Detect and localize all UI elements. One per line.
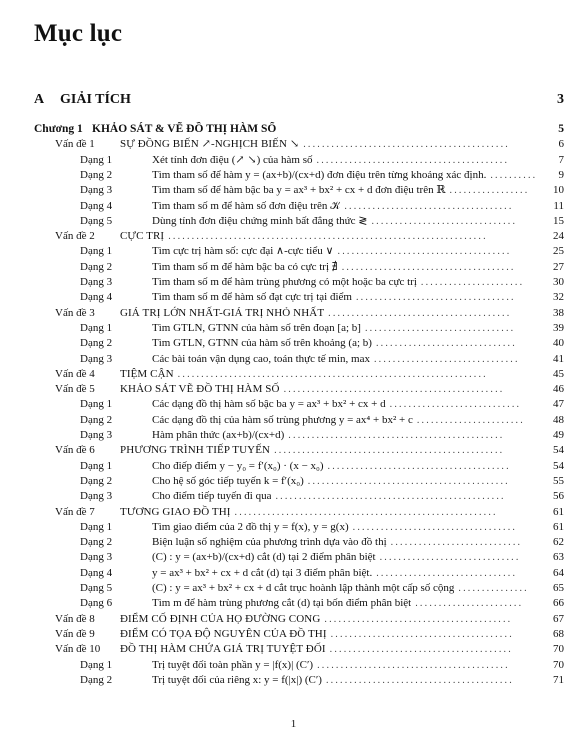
toc-subtopic[interactable] xyxy=(0,596,587,611)
toc-label: Dạng 1 xyxy=(80,459,113,472)
toc-label: Dạng 2 xyxy=(80,474,113,487)
toc-text: Tìm giao điểm của 2 đồ thị y = f(x), y = g(x) xyxy=(152,520,349,533)
toc-label: Chương 1 xyxy=(34,123,83,135)
toc-text: Tìm GTLN, GTNN của hàm số trên đoạn [a; b] xyxy=(152,321,361,334)
toc-text: Tìm tham số để hàm y = (ax+b)/(cx+d) đơn điệu trên từng khoảng xác định. xyxy=(152,168,487,181)
toc-subtopic[interactable] xyxy=(0,168,587,183)
toc-page: 70 xyxy=(553,643,564,656)
toc-text: PHƯƠNG TRÌNH TIẾP TUYẾN xyxy=(120,444,271,457)
toc-subtopic[interactable] xyxy=(0,290,587,305)
toc-topic[interactable] xyxy=(0,367,587,382)
toc-label: Vấn đề 2 xyxy=(55,230,95,243)
toc-page: 67 xyxy=(553,612,564,625)
toc-label: Dạng 2 xyxy=(80,413,113,426)
toc-label: Dạng 2 xyxy=(80,168,113,181)
toc-page: 64 xyxy=(553,566,564,579)
toc-label: Dạng 3 xyxy=(80,429,113,441)
toc-topic[interactable] xyxy=(0,443,587,458)
toc-subtopic[interactable] xyxy=(0,673,587,688)
toc-label: Vấn đề 8 xyxy=(55,612,95,625)
toc-label: Dạng 4 xyxy=(80,566,113,579)
toc-title: Mục lục xyxy=(34,20,123,47)
toc-leader-dots: .......... xyxy=(490,169,538,181)
toc-text: Cho hệ số góc tiếp tuyến k = f′(x₀) xyxy=(152,474,304,487)
toc-label: Dạng 3 xyxy=(80,490,113,503)
toc-page: 27 xyxy=(553,260,564,273)
toc-leader-dots: .............................. xyxy=(376,567,518,579)
toc-subtopic[interactable] xyxy=(0,428,587,443)
toc-label: Vấn đề 1 xyxy=(55,138,95,151)
toc-leader-dots: .............................. xyxy=(375,338,517,350)
toc-leader-dots: ............................ xyxy=(390,537,523,549)
toc-label: Vấn đề 10 xyxy=(55,643,101,656)
toc-label: Dạng 3 xyxy=(80,352,113,365)
toc-text: y = ax³ + bx² + cx + d cắt (d) tại 3 điểm phân biệt. xyxy=(152,566,373,579)
toc-label: Dạng 6 xyxy=(80,597,113,610)
toc-page: 61 xyxy=(553,520,564,533)
toc-page: 41 xyxy=(553,352,564,365)
toc-leader-dots: .............................. xyxy=(379,552,521,564)
toc-label: Dạng 5 xyxy=(80,214,113,227)
toc-text: SỰ ĐỒNG BIẾN ↗-NGHỊCH BIẾN ↘ xyxy=(120,138,300,151)
toc-leader-dots: ....................................... xyxy=(327,460,511,472)
toc-page: 7 xyxy=(558,153,564,166)
part-name: GIẢI TÍCH xyxy=(60,92,131,107)
toc-text: Trị tuyệt đối toàn phần y = |f(x)| (C′) xyxy=(152,658,314,671)
toc-page: 61 xyxy=(553,505,564,518)
toc-label: Vấn đề 5 xyxy=(55,383,95,396)
toc-page: 45 xyxy=(553,367,564,380)
toc-text: Hàm phân thức (ax+b)/(cx+d) xyxy=(152,429,285,441)
toc-subtopic[interactable] xyxy=(0,336,587,351)
toc-text: TƯƠNG GIAO ĐỒ THỊ xyxy=(120,505,231,518)
toc-label: Dạng 1 xyxy=(80,321,113,334)
toc-label: Dạng 2 xyxy=(80,260,113,273)
toc-page: 24 xyxy=(553,230,564,243)
toc-text: Dùng tính đơn điệu chứng minh bất đẳng thức ≷ xyxy=(152,214,368,227)
toc-subtopic[interactable] xyxy=(0,397,587,412)
toc-label: Vấn đề 4 xyxy=(55,367,95,380)
toc-subtopic[interactable] xyxy=(0,244,587,259)
toc-page: 10 xyxy=(553,184,564,197)
toc-page: 65 xyxy=(553,582,564,594)
toc-page: 6 xyxy=(558,138,564,151)
toc-page: 70 xyxy=(553,658,564,671)
toc-leader-dots: ........................................ xyxy=(324,613,513,625)
toc-page: 11 xyxy=(553,199,564,212)
toc-text: (C) : y = ax³ + bx² + cx + d cắt trục hoành lập thành một cấp số cộng xyxy=(152,582,455,594)
toc-subtopic[interactable] xyxy=(0,535,587,550)
toc-leader-dots: ........................................................ xyxy=(234,506,498,518)
toc-text: Tìm m để hàm trùng phương cắt (d) tại bốn điểm phân biệt xyxy=(152,597,412,610)
toc-subtopic[interactable] xyxy=(0,275,587,290)
toc-leader-dots: ............................... xyxy=(373,353,520,365)
toc-leader-dots: ....................................... xyxy=(328,307,512,319)
toc-label: Dạng 1 xyxy=(80,245,113,258)
toc-text: Các dạng đồ thị hàm số bậc ba y = ax³ + bx² + cx + d xyxy=(152,398,386,411)
toc-subtopic[interactable] xyxy=(0,199,587,214)
toc-page: 62 xyxy=(553,536,564,549)
toc-leader-dots: ......................................... xyxy=(317,659,510,671)
toc-text: KHẢO SÁT VẼ ĐỒ THỊ HÀM SỐ xyxy=(120,383,280,396)
toc-text: (C) : y = (ax+b)/(cx+d) cắt (d) tại 2 điểm phân biệt xyxy=(152,551,376,564)
toc-subtopic[interactable] xyxy=(0,153,587,168)
toc-leader-dots: ................. xyxy=(449,185,530,197)
toc-text: TIỆM CẬN xyxy=(120,367,174,380)
toc-text: Tìm tham số m để hàm trùng phương có một hoặc ba cực trị xyxy=(152,276,417,288)
toc-text: Cho điếp điểm y − y₀ = f′(x₀) · (x − x₀) xyxy=(152,459,324,472)
toc-topic[interactable] xyxy=(0,306,587,321)
toc-leader-dots: .................................................................... xyxy=(168,231,488,243)
toc-page: 40 xyxy=(553,337,564,350)
toc-page: 71 xyxy=(553,673,564,686)
toc-leader-dots: ................................................. xyxy=(274,445,505,457)
toc-subtopic[interactable] xyxy=(0,581,587,596)
toc-label: Dạng 2 xyxy=(80,673,113,686)
toc-label: Dạng 3 xyxy=(80,551,113,564)
toc-leader-dots: ............................ xyxy=(389,399,522,411)
toc-leader-dots: ............................................... xyxy=(283,384,505,396)
toc-page: 25 xyxy=(553,245,564,258)
toc-text: Tìm tham số để hàm bậc ba y = ax³ + bx² + cx + d đơn điệu trên ℝ xyxy=(152,184,446,197)
toc-text: Cho điểm tiếp tuyến đi qua xyxy=(152,490,272,503)
toc-label: Dạng 4 xyxy=(80,199,113,212)
toc-text: Trị tuyệt đối của riêng x: y = f(|x|) (C′) xyxy=(152,673,322,686)
toc-leader-dots: ................................................. xyxy=(275,491,506,503)
toc-leader-dots: ....................... xyxy=(415,598,524,610)
toc-label: Dạng 2 xyxy=(80,337,113,350)
toc-leader-dots: ..................................... xyxy=(341,261,516,273)
toc-text: Các dạng đồ thị của hàm số trùng phương y = ax⁴ + bx² + c xyxy=(152,413,413,426)
toc-topic[interactable] xyxy=(0,229,587,244)
toc-subtopic[interactable] xyxy=(0,321,587,336)
toc-page: 9 xyxy=(558,168,564,181)
toc-topic[interactable] xyxy=(0,505,587,520)
toc-text: CỰC TRỊ xyxy=(120,230,165,243)
toc-text: Các bài toán vận dụng cao, toán thực tế min, max xyxy=(152,352,370,365)
toc-page: 68 xyxy=(553,627,564,640)
toc-page: 39 xyxy=(553,321,564,334)
toc-leader-dots: ....................... xyxy=(416,414,525,426)
toc-page: 66 xyxy=(553,597,564,610)
toc-text: Tìm GTLN, GTNN của hàm số trên khoảng (a; b) xyxy=(152,337,372,350)
toc-leader-dots: ................................ xyxy=(364,322,516,334)
toc-page: 54 xyxy=(553,459,564,472)
toc-page: 32 xyxy=(553,291,564,304)
toc-subtopic[interactable] xyxy=(0,566,587,581)
toc-leader-dots: ......................................... xyxy=(316,154,510,166)
toc-page: 56 xyxy=(553,490,564,503)
toc-leader-dots: ................................... xyxy=(352,521,518,533)
toc-text: ĐIỂM CỐ ĐỊNH CỦA HỌ ĐƯỜNG CONG xyxy=(120,612,321,625)
toc-page: 5 xyxy=(558,123,564,135)
toc-topic[interactable] xyxy=(0,382,587,397)
toc-label: Dạng 1 xyxy=(80,153,113,166)
toc-leader-dots: .............................................. xyxy=(288,430,505,441)
toc-subtopic[interactable] xyxy=(0,260,587,275)
toc-page: 55 xyxy=(553,474,564,487)
toc-page: 48 xyxy=(553,413,564,426)
toc-subtopic[interactable] xyxy=(0,413,587,428)
toc-label: Dạng 1 xyxy=(80,658,113,671)
toc-leader-dots: ............................................ xyxy=(303,139,510,151)
toc-text: ĐỒ THỊ HÀM CHỨA GIÁ TRỊ TUYỆT ĐỐI xyxy=(120,643,326,656)
toc-label: Vấn đề 9 xyxy=(55,627,95,640)
toc-page: 54 xyxy=(553,444,564,457)
toc-text: Tìm tham số m để hàm bậc ba có cực trị ∄ xyxy=(152,260,338,273)
toc-label: Dạng 1 xyxy=(80,520,113,533)
toc-leader-dots: .................................. xyxy=(355,292,516,304)
toc-leader-dots: ............... xyxy=(458,583,529,594)
toc-leader-dots: ..................................... xyxy=(337,246,512,258)
toc-subtopic[interactable] xyxy=(0,658,587,673)
toc-topic[interactable] xyxy=(0,627,587,642)
toc-chapter[interactable] xyxy=(0,122,587,137)
toc-subtopic[interactable] xyxy=(0,489,587,504)
toc-label: Dạng 2 xyxy=(80,536,113,549)
toc-page: 49 xyxy=(553,429,564,441)
toc-leader-dots: ....................................... xyxy=(330,628,514,640)
toc-subtopic[interactable] xyxy=(0,352,587,367)
part-letter: A xyxy=(34,92,45,107)
toc-label: Dạng 4 xyxy=(80,291,113,304)
page-number: 1 xyxy=(290,718,297,730)
toc-page: 15 xyxy=(553,214,564,227)
toc-text: Tìm tham số m để hàm số đơn điệu trên 𝒦 xyxy=(152,199,341,212)
toc-label: Dạng 5 xyxy=(80,582,113,594)
toc-topic[interactable] xyxy=(0,612,587,627)
toc-text: Tìm cực trị hàm số: cực đại ∧-cực tiểu ∨ xyxy=(152,245,334,258)
toc-text: Biện luận số nghiệm của phương trình dựa vào đồ thị xyxy=(152,536,387,549)
toc-leader-dots: ........................................ xyxy=(325,674,514,686)
toc-label: Dạng 1 xyxy=(80,398,113,411)
toc-page: 30 xyxy=(553,276,564,288)
toc-subtopic[interactable] xyxy=(0,550,587,565)
toc-subtopic[interactable] xyxy=(0,214,587,229)
toc-page: 47 xyxy=(553,398,564,411)
toc-text: Xét tính đơn điệu (↗ ↘) của hàm số xyxy=(152,153,313,166)
toc-leader-dots: ...................... xyxy=(420,277,525,288)
part-page: 3 xyxy=(557,92,564,107)
toc-label: Dạng 3 xyxy=(80,276,113,288)
toc-subtopic[interactable] xyxy=(0,459,587,474)
toc-leader-dots: .................................................................. xyxy=(177,368,488,380)
toc-page: 46 xyxy=(553,383,564,396)
toc-label: Vấn đề 6 xyxy=(55,444,95,457)
toc-topic[interactable] xyxy=(0,642,587,657)
toc-page: 38 xyxy=(553,306,564,319)
toc-leader-dots: ............................... xyxy=(371,215,518,227)
toc-subtopic[interactable] xyxy=(0,474,587,489)
toc-text: KHẢO SÁT & VẼ ĐỒ THỊ HÀM SỐ xyxy=(92,123,277,135)
toc-label: Dạng 3 xyxy=(80,184,113,197)
toc-text: ĐIỂM CÓ TỌA ĐỘ NGUYÊN CỦA ĐỒ THỊ xyxy=(120,627,327,640)
toc-page: 63 xyxy=(553,551,564,564)
toc-subtopic[interactable] xyxy=(0,520,587,535)
toc-leader-dots: ....................................... xyxy=(329,644,513,656)
toc-text: GIÁ TRỊ LỚN NHẤT-GIÁ TRỊ NHỎ NHẤT xyxy=(120,306,325,319)
toc-text: Tìm tham số m để hàm số đạt cực trị tại điểm xyxy=(152,291,352,304)
toc-subtopic[interactable] xyxy=(0,183,587,198)
toc-leader-dots: ........................................... xyxy=(307,475,510,487)
toc-leader-dots: .................................... xyxy=(344,200,514,212)
toc-label: Vấn đề 7 xyxy=(55,505,95,518)
toc-topic[interactable] xyxy=(0,137,587,152)
toc-label: Vấn đề 3 xyxy=(55,306,95,319)
